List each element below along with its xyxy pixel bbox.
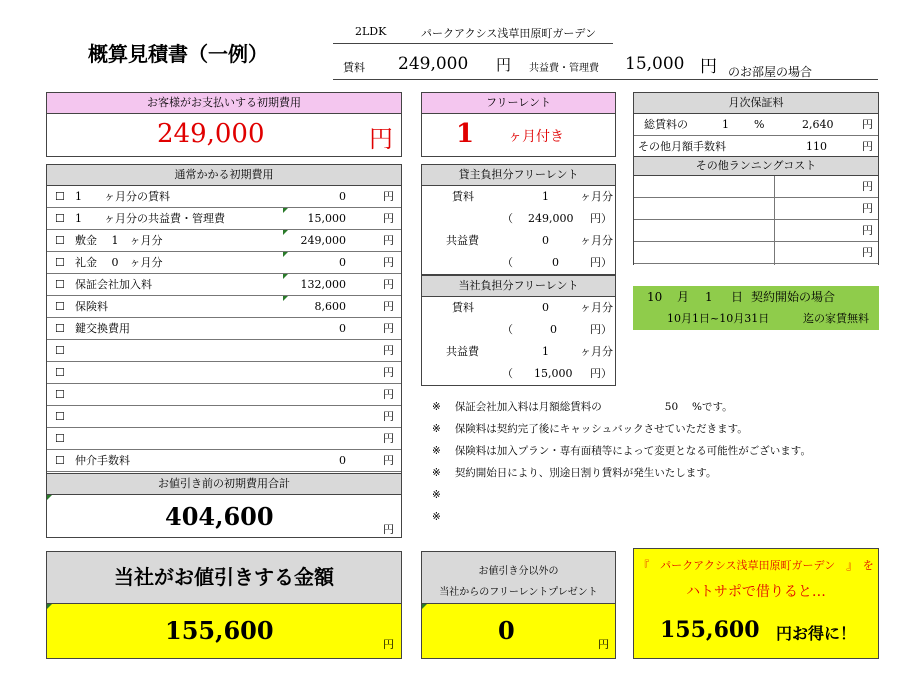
savings-line1: 『 パークアクシス浅草田原町ガーデン 』 を (638, 559, 874, 572)
cost-yen: 円 (383, 432, 394, 445)
cost-label: 仲介手数料 (75, 454, 130, 467)
note-text: 保険料は契約完了後にキャッシュバックさせていただきます。 (454, 423, 748, 435)
contract-start-box (633, 286, 879, 330)
cost-checkbox[interactable]: ☐ (55, 256, 65, 269)
cost-yen: 円 (383, 212, 394, 225)
note-text: 保証会社加入料は月額総賃料の 50 %です。 (454, 401, 733, 413)
landlord-fee-months: 0 (542, 234, 549, 247)
initial-payment-unit: 円 (369, 125, 393, 153)
contract-text: 契約開始の場合 (751, 290, 836, 304)
landlord-free-header: 貸主負担分フリーレント (421, 164, 616, 186)
landlord-fee-paren-close: 円） (590, 256, 612, 269)
cost-value: 0 (339, 322, 346, 335)
note-line (432, 462, 716, 484)
contract-month: 10 (647, 290, 663, 304)
property-suffix: のお部屋の場合 (728, 65, 813, 79)
company-fee-label: 共益費 (446, 345, 479, 358)
fee-value: 15,000 (625, 54, 685, 74)
company-rent-amount: 0 (550, 323, 557, 336)
note-mark: ※ (432, 423, 441, 435)
cost-value: 0 (339, 454, 346, 467)
savings-unit: 円お得に！ (776, 624, 857, 643)
fee-label: 共益費・管理費 (529, 63, 599, 74)
note-mark: ※ (432, 401, 441, 413)
contract-free-text: 迄の家賃無料 (803, 312, 869, 325)
cost-row (47, 208, 401, 230)
cost-checkbox[interactable]: ☐ (55, 432, 65, 445)
cost-yen: 円 (383, 300, 394, 313)
cost-value: 249,000 (300, 234, 346, 247)
company-fee-months-unit: ヶ月分 (580, 345, 613, 358)
note-line (432, 440, 811, 462)
contract-day: 1 (705, 290, 713, 304)
landlord-fee-paren-open: （ (502, 256, 513, 269)
property-layout: 2LDK (355, 25, 387, 38)
subtotal-box (46, 494, 402, 538)
initial-payment-value: 249,000 (157, 119, 265, 149)
contract-range: 10月1日~10月31日 (667, 312, 770, 325)
free-rent-header: フリーレント (421, 92, 616, 114)
initial-payment-box (46, 113, 402, 157)
landlord-months-unit: ヶ月分 (580, 190, 613, 203)
cost-row (47, 230, 401, 252)
guarantee-other-unit: 円 (862, 140, 873, 153)
note-line (432, 396, 733, 418)
cost-label: 保証会社加入料 (75, 278, 152, 291)
cost-yen: 円 (383, 388, 394, 401)
running-cost-row: 円 (634, 198, 878, 220)
contract-month-label: 月 (677, 290, 690, 304)
cost-value: 15,000 (307, 212, 346, 225)
discount-header: 当社がお値引きする金額 (46, 551, 402, 604)
landlord-paren-open: （ (502, 212, 513, 225)
cost-checkbox[interactable]: ☐ (55, 278, 65, 291)
company-free-box (421, 296, 616, 386)
cost-value: 0 (339, 256, 346, 269)
rent-label: 賃料 (343, 61, 365, 74)
cost-row (47, 362, 401, 384)
note-text: 保険料は加入プラン・専有面積等によって変更となる可能性がございます。 (454, 445, 811, 457)
note-line (432, 506, 455, 528)
contract-day-label: 日 (731, 290, 744, 304)
discount-box (46, 603, 402, 659)
present-header-line1: お値引き分以外の (478, 566, 559, 577)
present-box (421, 603, 616, 659)
free-rent-box (421, 113, 616, 157)
company-rent-label: 賃料 (452, 301, 474, 314)
monthly-guarantee-box (633, 113, 879, 157)
cost-label: 鍵交換費用 (75, 322, 130, 335)
rent-yen: 円 (496, 56, 512, 74)
cost-checkbox[interactable]: ☐ (55, 454, 65, 467)
running-cost-box (633, 175, 879, 265)
cost-yen: 円 (383, 322, 394, 335)
cost-checkbox[interactable]: ☐ (55, 234, 65, 247)
note-mark: ※ (432, 467, 441, 479)
present-value: 0 (498, 616, 515, 645)
cost-label: 保険料 (75, 300, 108, 313)
cost-yen: 円 (383, 190, 394, 203)
cost-value: 8,600 (314, 300, 346, 313)
company-free-header: 当社負担分フリーレント (421, 275, 616, 297)
guarantee-total-pct: % (754, 118, 765, 131)
note-mark: ※ (432, 511, 441, 523)
cost-value: 0 (339, 190, 346, 203)
cost-yen: 円 (383, 366, 394, 379)
subtotal-value: 404,600 (165, 502, 274, 531)
cost-label: 敷金 1 ヶ月分 (75, 234, 163, 247)
guarantee-total-unit: 円 (862, 118, 873, 131)
cost-value: 132,000 (300, 278, 346, 291)
company-fee-months: 1 (542, 345, 549, 358)
cost-checkbox[interactable]: ☐ (55, 410, 65, 423)
guarantee-row-total (634, 114, 878, 136)
cost-row (47, 384, 401, 406)
company-fee-amount: 15,000 (534, 367, 573, 380)
cost-row (47, 428, 401, 450)
savings-line2: ハトサポで借りると… (686, 584, 826, 600)
running-cost-row: 円 (634, 220, 878, 242)
present-header-line2: 当社からのフリーレントプレゼント (439, 587, 598, 598)
subtotal-unit: 円 (383, 523, 394, 536)
cost-row (47, 340, 401, 362)
cost-yen: 円 (383, 256, 394, 269)
savings-box (633, 548, 879, 659)
cost-row (47, 450, 401, 472)
landlord-fee-amount: 0 (552, 256, 559, 269)
landlord-free-box (421, 185, 616, 275)
present-header (421, 551, 616, 604)
cost-checkbox[interactable]: ☐ (55, 322, 65, 335)
cost-row (47, 318, 401, 340)
discount-value: 155,600 (165, 616, 274, 645)
guarantee-row-other (634, 136, 878, 158)
discount-unit: 円 (383, 638, 394, 651)
normal-costs-header: 通常かかる初期費用 (46, 164, 402, 186)
cost-checkbox[interactable]: ☐ (55, 212, 65, 225)
cost-yen: 円 (383, 344, 394, 357)
cost-row (47, 252, 401, 274)
running-cost-header: その他ランニングコスト (633, 156, 879, 176)
guarantee-total-label: 総賃料の (644, 118, 688, 131)
rent-value: 249,000 (398, 54, 469, 74)
cost-checkbox[interactable]: ☐ (55, 190, 65, 203)
cost-row (47, 274, 401, 296)
company-rent-months: 0 (542, 301, 549, 314)
guarantee-total-num: 1 (722, 118, 729, 131)
company-fee-paren-open: （ (502, 367, 513, 380)
property-header (333, 22, 613, 44)
monthly-guarantee-header: 月次保証料 (633, 92, 879, 114)
company-fee-paren-close: 円） (590, 367, 612, 380)
cost-checkbox[interactable]: ☐ (55, 366, 65, 379)
page-title: 概算見積書（一例） (88, 42, 268, 66)
property-name: パークアクシス浅草田原町ガーデン (421, 27, 597, 40)
cost-yen: 円 (383, 234, 394, 247)
cost-label: 1 ヶ月分の賃料 (75, 190, 170, 203)
cost-checkbox[interactable]: ☐ (55, 344, 65, 357)
note-line (432, 484, 455, 506)
note-text: 契約開始日により、別途日割り賃料が発生いたします。 (454, 467, 717, 479)
free-rent-value: 1 (456, 119, 475, 149)
note-mark: ※ (432, 445, 441, 457)
company-paren-open: （ (502, 323, 513, 336)
subtotal-header: お値引き前の初期費用合計 (46, 473, 402, 495)
cost-yen: 円 (383, 410, 394, 423)
running-cost-row: 円 (634, 242, 878, 264)
cost-label: 1 ヶ月分の共益費・管理費 (75, 212, 225, 225)
guarantee-total-value: 2,640 (802, 118, 834, 131)
savings-value: 155,600 (660, 617, 760, 643)
landlord-rent-label: 賃料 (452, 190, 474, 203)
normal-costs-table (46, 185, 402, 474)
cost-checkbox[interactable]: ☐ (55, 300, 65, 313)
cost-label: 礼金 0 ヶ月分 (75, 256, 163, 269)
cost-row (47, 296, 401, 318)
guarantee-other-label: その他月額手数料 (638, 140, 726, 153)
cost-row (47, 186, 401, 208)
fee-yen: 円 (700, 57, 717, 77)
present-unit: 円 (598, 638, 609, 651)
cost-checkbox[interactable]: ☐ (55, 388, 65, 401)
landlord-fee-label: 共益費 (446, 234, 479, 247)
cost-yen: 円 (383, 454, 394, 467)
cost-row (47, 406, 401, 428)
landlord-rent-months: 1 (542, 190, 549, 203)
initial-payment-header: お客様がお支払いする初期費用 (46, 92, 402, 114)
cost-yen: 円 (383, 278, 394, 291)
free-rent-unit: ヶ月付き (508, 129, 564, 145)
property-prices (333, 47, 878, 80)
landlord-fee-months-unit: ヶ月分 (580, 234, 613, 247)
note-mark: ※ (432, 489, 441, 501)
running-cost-row: 円 (634, 176, 878, 198)
note-line (432, 418, 748, 440)
company-months-unit: ヶ月分 (580, 301, 613, 314)
guarantee-other-value: 110 (806, 140, 827, 153)
company-paren-close: 円） (590, 323, 612, 336)
landlord-paren-close: 円） (590, 212, 612, 225)
landlord-rent-amount: 249,000 (528, 212, 574, 225)
